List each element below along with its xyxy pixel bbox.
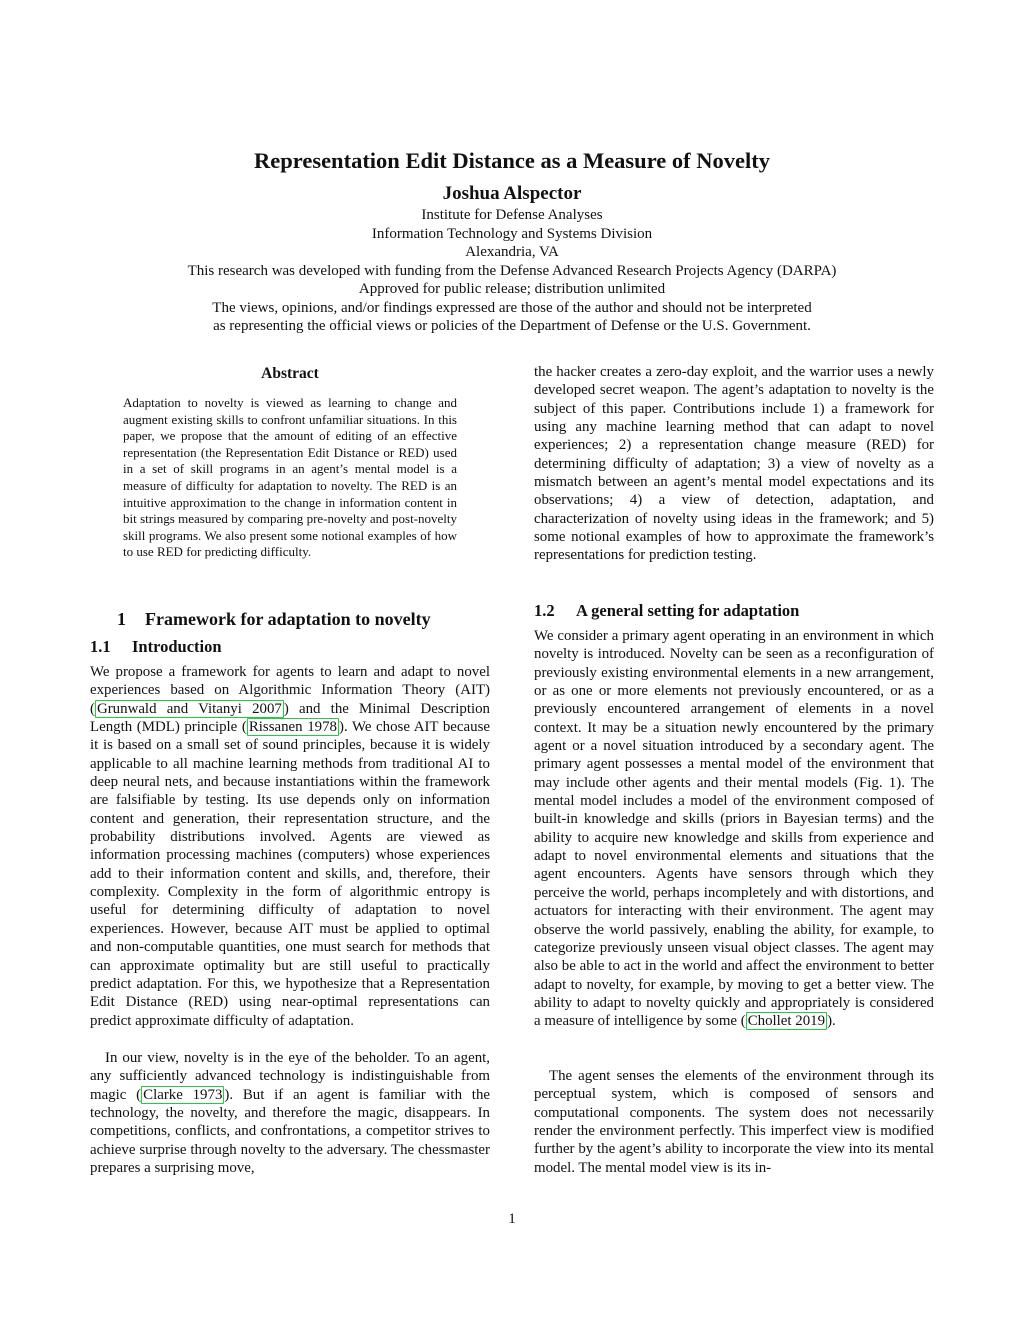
text-run: ). But if an agent is familiar with the technology, the novelty, and therefore the magic, disappears. In competitions, conflicts, and confrontations, a competitor strives to achieve surprise through novelty to the adversary. The chessmaster prepares a surprising move, (90, 1086, 490, 1177)
text-run: We propose a framework for agents to learn and adapt to novel experiences based on Algorithmic Information Theory (AIT) ( (90, 664, 490, 717)
release-line: Approved for public release; distribution unlimited (358, 281, 666, 297)
intro-paragraph-2 (90, 1049, 490, 1177)
citation-link[interactable]: Clarke 1973 (143, 1086, 223, 1103)
subsection-number: 1.2 (534, 601, 555, 620)
subsection-title: Introduction (132, 637, 222, 656)
section-number: 1 (117, 609, 126, 629)
right-column-continuation (534, 363, 934, 565)
text-run: the hacker creates a zero-day exploit, and the warrior uses a newly developed secret weapon. The agent’s adaptation to novelty is the subject of this paper. Contributions include 1) a framework for using any machine learning method that can adapt to novel experiences; 2) a representation change measure (RED) for determining difficulty of adaptation; 3) a view of novelty as a mismatch between an agent’s mental model expectations and its observations; 4) a view of detection, adaptation, and characterization of novelty using ideas in the framework; and 5) some notional examples of how to approximate the framework’s representations for prediction testing. (534, 364, 934, 564)
citation-link[interactable]: Chollet 2019 (747, 1013, 826, 1030)
affiliation-line: Institute for Defense Analyses (421, 207, 603, 223)
disclaimer-line: as representing the official views or policies of the Department of Defense or the U.S. Government. (213, 318, 811, 334)
text-run: The agent senses the elements of the environment through its perceptual system, which is composed of sensors and computational components. The system does not necessarily render the environment perfectly. This imperfect view is modified further by the agent’s ability to incorporate the view into its mental model. The mental model view is its in- (534, 1068, 934, 1176)
citation-link[interactable]: Rissanen 1978 (248, 719, 337, 736)
subsection-heading-introduction (90, 635, 490, 659)
abstract-text: Adaptation to novelty is viewed as learning to change and augment existing skills to confront unfamiliar situations. In this paper, we propose that the amount of editing of an effective representation (the Representation Edit Distance or RED) used in a set of skill programs in an agent’s mental model is a measure of difficulty for adaptation to novelty. The RED is an intuitive approximation to the change in information content in bit strings measured by comparing pre-novelty and post-novelty skill programs. We also present some notional examples of how to use RED for predicting difficulty. (123, 395, 457, 560)
affiliation-line: Alexandria, VA (465, 244, 559, 260)
subsection-number: 1.1 (90, 637, 111, 656)
page-number: 1 (508, 1211, 516, 1227)
setting-paragraph-2 (534, 1067, 934, 1177)
text-run: We consider a primary agent operating in an environment in which novelty is introduced. Novelty can be seen as a reconfiguration of previously existing environmental elements in a new arrangement, or as one or more elements not previously encountered, or as a previously encountered arrangement of elements in a novel context. It may be a situation newly encountered by the primary agent or a novel situation introduced by a secondary agent. The primary agent possesses a mental model of the environment that may include other agents and their mental models (Fig. 1). The mental model includes a model of the environment composed of built-in knowledge and skills (priors in Bayesian terms) and the ability to acquire new knowledge and skills from experience and adapt to novel environmental elements and situations that the agent encounters. Agents have sensors through which they perceive the world, perhaps incompletely and with distortions, and actuators for interacting with their environment. The agent may observe the world passively, enabling the ability, for example, to categorize previously unseen visual object classes. The agent may also be able to act in the world and affect the environment to better adapt to novelty, for example, by moving to get a better view. The ability to adapt to novelty quickly and appropriately is considered a measure of intelligence by some ( (534, 628, 934, 1030)
subsection-heading-general-setting (534, 599, 934, 623)
text-run: ) and the Minimal Description Length (MDL) principle ( (90, 700, 491, 736)
affiliation-block (0, 206, 1024, 336)
text-run: In our view, novelty is in the eye of the beholder. To an agent, any sufficiently advanced technology is indistinguishable from magic ( (90, 1050, 490, 1103)
subsection-title: A general setting for adaptation (576, 601, 800, 620)
citation-link[interactable]: Grunwald and Vitanyi 2007 (96, 700, 282, 717)
abstract-heading: Abstract (261, 365, 319, 382)
author-name: Joshua Alspector (442, 183, 582, 204)
intro-paragraph-1 (90, 663, 490, 1030)
text-run: ). (827, 1013, 836, 1030)
funding-line: This research was developed with funding from the Defense Advanced Research Projects Agency (DARPA) (187, 262, 837, 279)
setting-paragraph-1 (534, 627, 934, 1031)
disclaimer-line: The views, opinions, and/or findings expressed are those of the author and should not be interpreted (212, 299, 812, 316)
affiliation-line: Information Technology and Systems Division (371, 225, 653, 242)
section-heading (90, 606, 490, 632)
paper-title: Representation Edit Distance as a Measure of Novelty (254, 148, 770, 173)
section-title: Framework for adaptation to novelty (145, 609, 431, 629)
text-run: ). We chose AIT because it is based on a small set of sound principles, because it is widely applicable to all machine learning methods from traditional AI to deep neural nets, and because instantiations within the framework are falsifiable by testing. Its use depends only on information content and generation, their representation structure, and the probability distributions involved. Agents are viewed as information processing machines (computers) whose experiences add to their information content and skills, and, therefore, their complexity. Complexity in the form of algorithmic entropy is useful for determining difficulty of adaptation to novel experiences. However, because AIT must be applied to optimal and non-computable quantities, one must search for methods that can approximate optimality but are still useful to practically predict adaptation. For this, we hypothesize that a Representation Edit Distance (RED) using near-optimal representations can predict approximate difficulty of adaptation. (90, 719, 490, 1029)
